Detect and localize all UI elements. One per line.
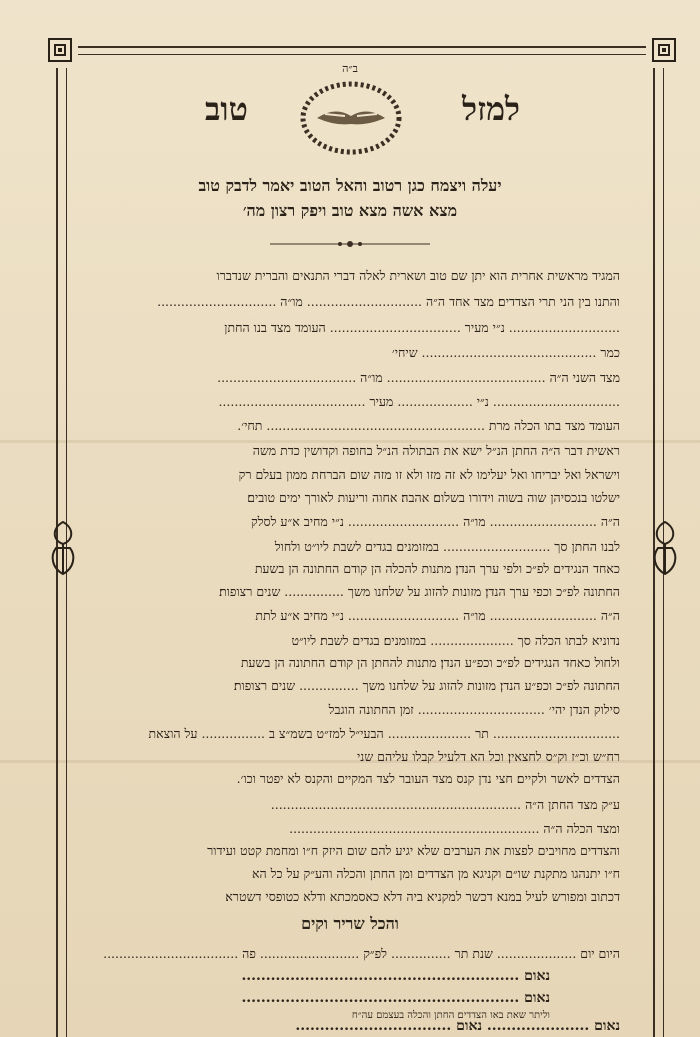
text-line: רח״ש וכ״ז וק״ס לחצאין׃ וכל הא דלעיל קבלו עליהם שני [357, 749, 620, 764]
text-line: ח״ו יתנהגו מתקנת שו״ם וקניגא מן הצדדים ומן החתן והכלה והע״ק על כל הא [252, 866, 620, 881]
text-line: ................................ תר ..................... הבעי״ל למז״ט בשמ״צ ב ................ על הוצאת [148, 726, 620, 741]
text-line: והתנו בין הני תרי הצדדים׃ מצד אחד ה״ה ............................. מו״ה .............................. [157, 294, 620, 309]
text-line: החתונה לפ״כ וכפ״ע הנדן׃ מזונות להזוג על שלחנו משך ............... שנים רצופות׃ [233, 678, 620, 693]
text-line: ה״ה ........................... מו״ה ............................ נ״י מחיב א״ע לסלק [250, 514, 620, 529]
text-line: ראשית דבר ה״ה החתן הנ״ל ישא את הבתולה הנ״ל בחופה וקדושין כדת משה [252, 443, 620, 458]
corner-ornament-icon [652, 38, 676, 62]
handshake-wreath-icon [295, 78, 407, 156]
signature-line: נאום ..................... נאום ................................ [295, 1018, 620, 1034]
text-line: נדוניא לבתו הכלה סך ..................... במזומנים׃ בגדים לשבת׃ ליו״ט [291, 633, 620, 648]
text-line: וישראל ואל יבריחו ואל יעלימו לא זה מזו ולא זו מזה שום הברחת ממון בעלם רק [238, 467, 620, 482]
divider-ornament-icon [270, 241, 430, 247]
text-line: ע״ק מצד החתן ה״ה ............................................................... [270, 797, 620, 812]
text-line: סילוק הנדן יהי׳ ................................ זמן החתונה הוגבל [328, 702, 620, 717]
text-line: ישלטו בנכסיהן שוה בשוה וידורו בשלום׃ אהבה׃ אחוה וריעות לאורך ימים טובים׃ [247, 490, 620, 505]
text-line: והצדדים מחויבים לפצות את הערבים שלא יגיע להם שום היזק ח״ו ומחמת קטט ועידור [207, 843, 620, 858]
closing-formula: והכל שריר וקים [301, 914, 399, 933]
bh-abbreviation: ב״ה [342, 62, 358, 75]
text-line: ............................ נ״י מעיר ................................. העומד מצד בנו החתן [224, 320, 620, 335]
tov-title: טוב [205, 90, 248, 128]
side-ornament-icon [650, 518, 680, 578]
text-line: כמר ............................................ שיחי׳ [391, 345, 620, 360]
signature-line: נאום ......................................................... [241, 968, 550, 984]
text-line: ה״ה ........................... מו״ה ............................ נ״י מחיב א״ע לתת [255, 608, 620, 623]
signature-line: נאום ......................................................... [241, 990, 550, 1006]
text-line: המגיד מראשית אחרית הוא יתן שם טוב ושארית לאלה דברי התנאים והברית שנדברו [216, 268, 620, 283]
verse-line-1: יעלה ויצמח כגן רטוב והאל הטוב יאמר לדבק טוב [198, 176, 502, 195]
verse-line-2: מצא אשה מצא טוב ויפק רצון מה׳ [242, 201, 458, 220]
top-border [78, 46, 646, 55]
text-line: הצדדים לאשר ולקיים׃ חצי נדן קנס מצד העובר לצד המקיים והקנס לא יפטר וכו׳. [236, 771, 620, 786]
text-line: לבנו החתן סך ........................... במזומנים׃ בגדים לשבת ליו״ט ולחול [274, 539, 620, 554]
corner-ornament-icon [48, 38, 72, 62]
text-line: ולחול כאחד הנגידים לפ״כ וכפ״ע הנדן׃ מתנות להחתן הן קודם החתונה הן בשעת [240, 655, 620, 670]
text-line: ................................ נ״י ................... מעיר ..................................... [218, 394, 620, 409]
side-ornament-icon [48, 518, 78, 578]
date-line: היום יום .................... שנת תר ............... לפ״ק ......................... פה .................................. [103, 946, 620, 961]
text-line: מצד השני ה״ה ........................................ מו״ה ................................... [217, 370, 620, 385]
text-line: העומד מצד בתו הכלה מרת ....................................................... תחי׳. [237, 418, 620, 433]
text-line: כאחד הנגידים לפ״כ ולפי ערך הנדן׃ מתנות להכלה הן קודם החתונה הן בשעת [254, 561, 620, 576]
witness-note: וליתר שאת באו הצדדים׃ החתן והכלה בעצמם עה״ח [351, 1010, 550, 1021]
text-line: החתונה לפ״כ וכפי ערך הנדן׃ מזונות להזוג על שלחנו משך ............... שנים רצופות׃ [219, 584, 620, 599]
text-line: דכתוב ומפורש לעיל במנא דכשר למקניא ביה דלא כאסמכתא ודלא כטופסי דשטרא׃ [225, 889, 620, 904]
text-line: ומצד הכלה ה״ה ............................................................... [289, 821, 620, 836]
mazal-title: למזל [462, 90, 520, 128]
